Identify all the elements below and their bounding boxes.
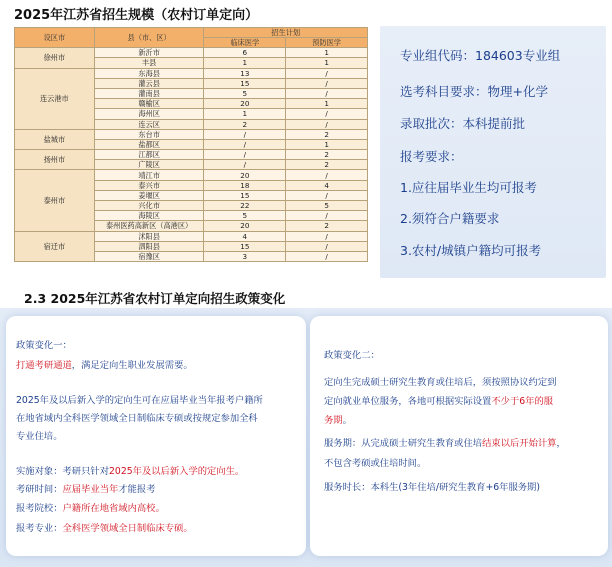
policy-one-summary xyxy=(16,360,193,372)
preventive-cell: 2 xyxy=(286,221,368,231)
info-req3: 3.农村/城镇户籍均可报考 xyxy=(400,243,542,258)
preventive-cell: / xyxy=(286,231,368,241)
clinical-cell: 20 xyxy=(204,221,286,231)
preventive-cell: / xyxy=(286,109,368,119)
policy-one-school xyxy=(16,503,165,515)
policy-two-service-line2: 不包含考硕或住培时间。 xyxy=(324,458,427,469)
city-cell: 泰州市 xyxy=(15,170,95,231)
header-city: 设区市 xyxy=(15,28,95,48)
table-row xyxy=(15,170,368,180)
preventive-cell: / xyxy=(286,170,368,180)
clinical-cell: 15 xyxy=(204,78,286,88)
header-plan: 招生计划 xyxy=(204,28,368,38)
policy-one-para-line2: 在地省域内全科医学领域全日制临床专硕或按规定参加全科 xyxy=(16,413,258,424)
service-end: ， xyxy=(556,438,566,449)
county-cell: 泰州医药高新区（高港区） xyxy=(94,221,204,231)
preventive-cell: 2 xyxy=(286,129,368,139)
policy-one-time xyxy=(16,484,156,496)
policy-one-highlight: 打通考研通道 xyxy=(16,360,72,371)
county-cell: 靖江市 xyxy=(94,170,204,180)
target-red: 2025年及以后新入学的定向生。 xyxy=(109,466,245,477)
city-cell: 扬州市 xyxy=(15,150,95,170)
service-pre: 从完成硕士研究生教育或住培 xyxy=(361,438,483,449)
clinical-cell: 20 xyxy=(204,99,286,109)
info-subjects: 选考科目要求：物理+化学 xyxy=(400,84,548,99)
major-label: 报考专业： xyxy=(16,523,63,534)
policy-two-line2 xyxy=(324,396,553,408)
policy-one-para-line1: 2025年及以后新入学的定向生可在应届毕业当年报考户籍所 xyxy=(16,395,263,406)
policy-one-target xyxy=(16,466,244,478)
bottom-title: 2.3 2025年江苏省农村订单定向招生政策变化 xyxy=(24,291,286,306)
preventive-cell: 1 xyxy=(286,139,368,149)
county-cell: 沭阳县 xyxy=(94,231,204,241)
clinical-cell: 2 xyxy=(204,119,286,129)
preventive-cell: / xyxy=(286,190,368,200)
preventive-cell: / xyxy=(286,251,368,261)
clinical-cell: 1 xyxy=(204,58,286,68)
line2-text: 定向就业单位服务，各地可根据实际设置 xyxy=(324,396,492,407)
time-label: 考研时间： xyxy=(16,484,63,495)
preventive-cell: / xyxy=(286,211,368,221)
table-row xyxy=(15,150,368,160)
policy-one-heading: 政策变化一： xyxy=(16,340,72,351)
policy-two-duration xyxy=(324,482,540,494)
info-batch: 录取批次：本科提前批 xyxy=(400,116,526,131)
policy-two-line1: 定向生完成硕士研究生教育或住培后，须按照协议约定到 xyxy=(324,377,557,388)
policy-two-service xyxy=(324,438,566,450)
table-row xyxy=(15,68,368,78)
section-divider xyxy=(0,280,612,288)
line3-text: 。 xyxy=(342,415,352,426)
policy-card-two xyxy=(310,316,608,556)
service-red: 结束以后开始计算 xyxy=(482,438,557,449)
target-label: 实施对象： xyxy=(16,466,63,477)
county-cell: 盐都区 xyxy=(94,139,204,149)
line2-red: 不少于6年的服 xyxy=(491,396,554,407)
preventive-cell: / xyxy=(286,68,368,78)
county-cell: 丰县 xyxy=(94,58,204,68)
county-cell: 东海县 xyxy=(94,68,204,78)
preventive-cell: 4 xyxy=(286,180,368,190)
table-row xyxy=(15,231,368,241)
city-cell: 盐城市 xyxy=(15,129,95,149)
county-cell: 新沂市 xyxy=(94,48,204,58)
school-label: 报考院校： xyxy=(16,503,63,514)
preventive-cell: 1 xyxy=(286,58,368,68)
table-row xyxy=(15,129,368,139)
clinical-cell: 13 xyxy=(204,68,286,78)
preventive-cell: 1 xyxy=(286,48,368,58)
info-code: 专业组代码：184603专业组 xyxy=(400,48,561,63)
county-cell: 姜堰区 xyxy=(94,190,204,200)
service-label: 服务期： xyxy=(324,438,362,449)
county-cell: 灌南县 xyxy=(94,88,204,98)
clinical-cell: / xyxy=(204,160,286,170)
preventive-cell: / xyxy=(286,88,368,98)
clinical-cell: 6 xyxy=(204,48,286,58)
time-red: 应届毕业当年 xyxy=(62,484,119,495)
policy-one-para-line3: 专业住培。 xyxy=(16,431,63,442)
quota-body xyxy=(15,48,368,262)
preventive-cell: / xyxy=(286,119,368,129)
clinical-cell: 5 xyxy=(204,211,286,221)
county-cell: 连云区 xyxy=(94,119,204,129)
clinical-cell: 1 xyxy=(204,109,286,119)
county-cell: 宿豫区 xyxy=(94,251,204,261)
major-red: 全科医学领域全日制临床专硕。 xyxy=(62,523,193,534)
city-cell: 宿迁市 xyxy=(15,231,95,262)
policy-card-one xyxy=(6,316,306,556)
county-cell: 兴化市 xyxy=(94,201,204,211)
county-cell: 东台市 xyxy=(94,129,204,139)
header-clinical: 临床医学 xyxy=(204,38,286,48)
preventive-cell: / xyxy=(286,78,368,88)
clinical-cell: 20 xyxy=(204,170,286,180)
target-pre: 考研只针对 xyxy=(62,466,109,477)
info-panel xyxy=(380,26,606,278)
school-red: 户籍所在地省域内高校。 xyxy=(62,503,165,514)
time-rest: 才能报考 xyxy=(118,484,156,495)
county-cell: 海陵区 xyxy=(94,211,204,221)
info-req1: 1.应往届毕业生均可报考 xyxy=(400,180,537,195)
clinical-cell: 18 xyxy=(204,180,286,190)
duration-label: 服务时长： xyxy=(324,482,371,493)
preventive-cell: 2 xyxy=(286,160,368,170)
top-title: 2025年江苏省招生规模（农村订单定向） xyxy=(14,8,259,23)
clinical-cell: / xyxy=(204,139,286,149)
info-req2: 2.须符合户籍要求 xyxy=(400,211,500,226)
info-req-title: 报考要求： xyxy=(400,149,463,164)
county-cell: 赣榆区 xyxy=(94,99,204,109)
policy-panel xyxy=(0,308,612,567)
county-cell: 灌云县 xyxy=(94,78,204,88)
policy-two-line3 xyxy=(324,415,352,427)
city-cell: 连云港市 xyxy=(15,68,95,129)
clinical-cell: 3 xyxy=(204,251,286,261)
policy-one-highlight-rest: ，满足定向生职业发展需要。 xyxy=(71,360,193,371)
header-county: 县（市、区） xyxy=(94,28,204,48)
county-cell: 泰兴市 xyxy=(94,180,204,190)
county-cell: 海州区 xyxy=(94,109,204,119)
city-cell: 徐州市 xyxy=(15,48,95,68)
preventive-cell: / xyxy=(286,241,368,251)
clinical-cell: / xyxy=(204,150,286,160)
quota-table xyxy=(14,27,368,262)
clinical-cell: 5 xyxy=(204,88,286,98)
header-preventive: 预防医学 xyxy=(286,38,368,48)
clinical-cell: 4 xyxy=(204,231,286,241)
preventive-cell: 5 xyxy=(286,201,368,211)
policy-two-heading: 政策变化二： xyxy=(324,350,380,361)
line3-red: 务期 xyxy=(324,415,343,426)
county-cell: 江都区 xyxy=(94,150,204,160)
clinical-cell: / xyxy=(204,129,286,139)
preventive-cell: 1 xyxy=(286,99,368,109)
clinical-cell: 15 xyxy=(204,241,286,251)
clinical-cell: 15 xyxy=(204,190,286,200)
quota-table-wrap xyxy=(14,27,368,262)
duration-value: 本科生(3年住培/研究生教育+6年服务期) xyxy=(370,482,540,493)
county-cell: 泗阳县 xyxy=(94,241,204,251)
county-cell: 广陵区 xyxy=(94,160,204,170)
policy-one-major xyxy=(16,523,193,535)
clinical-cell: 22 xyxy=(204,201,286,211)
table-row xyxy=(15,48,368,58)
preventive-cell: 2 xyxy=(286,150,368,160)
